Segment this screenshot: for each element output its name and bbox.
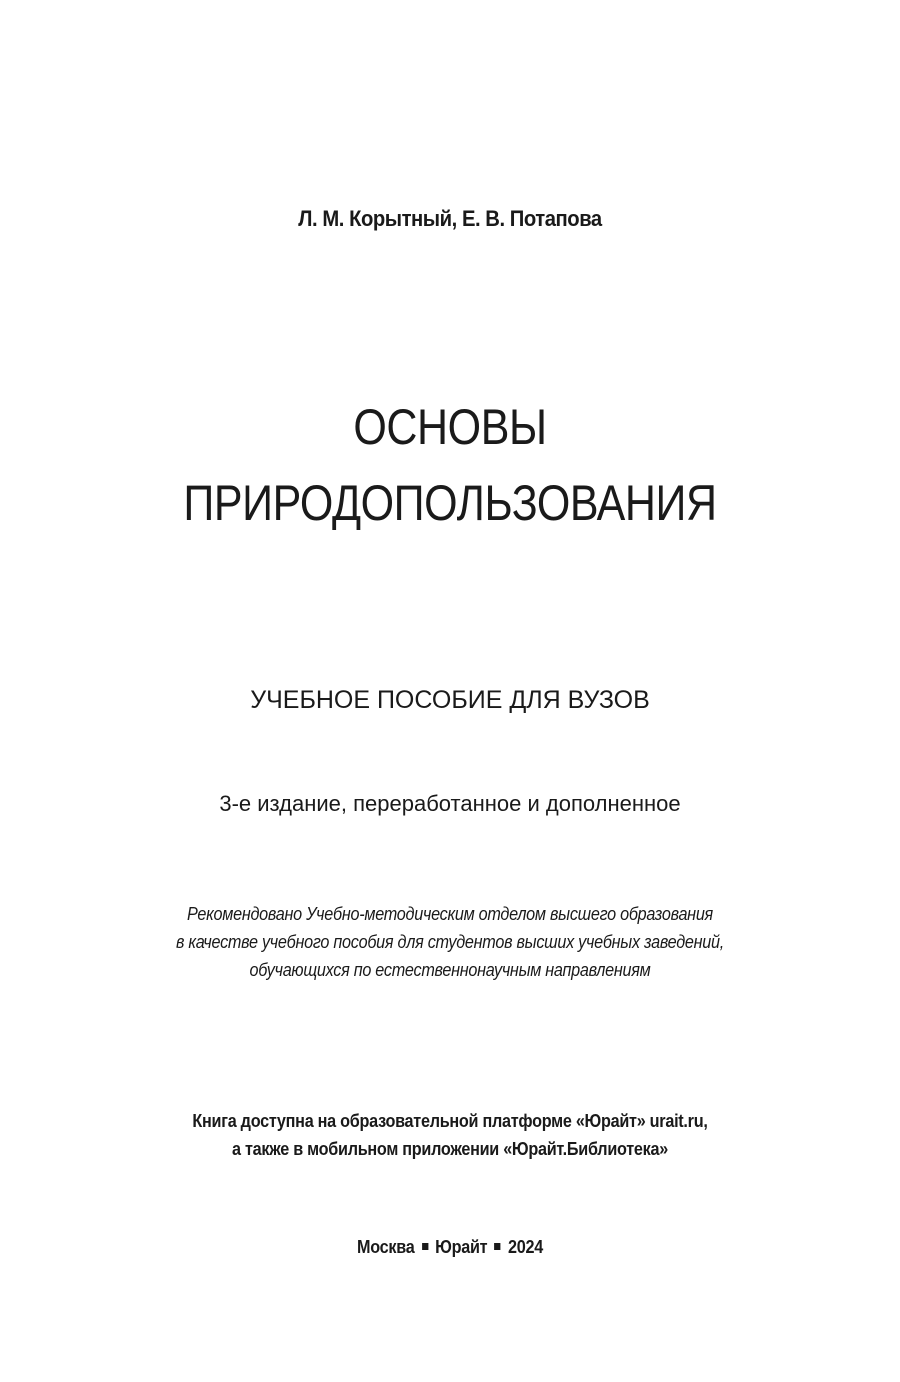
square-separator-icon xyxy=(495,1243,501,1250)
imprint-year: 2024 xyxy=(508,1237,543,1257)
imprint-publisher: Юрайт xyxy=(435,1237,488,1257)
recommendation-line-3: обучающихся по естественнонаучным направлениям xyxy=(249,960,651,980)
edition-note: 3-е издание, переработанное и дополненное xyxy=(219,791,681,816)
imprint-city: Москва xyxy=(357,1237,415,1257)
square-separator-icon xyxy=(422,1243,428,1250)
imprint xyxy=(45,1237,855,1258)
authors: Л. М. Корытный, Е. В. Потапова xyxy=(298,206,602,231)
recommendation-line-1: Рекомендовано Учебно-методическим отделом высшего образования xyxy=(187,904,713,924)
book-subtitle: УЧЕБНОЕ ПОСОБИЕ ДЛЯ ВУЗОВ xyxy=(250,686,650,714)
platform-note-line-2: а также в мобильном приложении «Юрайт.Библиотека» xyxy=(232,1139,668,1159)
platform-note-line-1: Книга доступна на образовательной платформе «Юрайт» urait.ru, xyxy=(192,1111,708,1131)
book-title-line-1: ОСНОВЫ xyxy=(353,399,547,455)
book-title-line-2: ПРИРОДОПОЛЬЗОВАНИЯ xyxy=(183,475,717,531)
recommendation-line-2: в качестве учебного пособия для студентов высших учебных заведений, xyxy=(175,932,725,952)
